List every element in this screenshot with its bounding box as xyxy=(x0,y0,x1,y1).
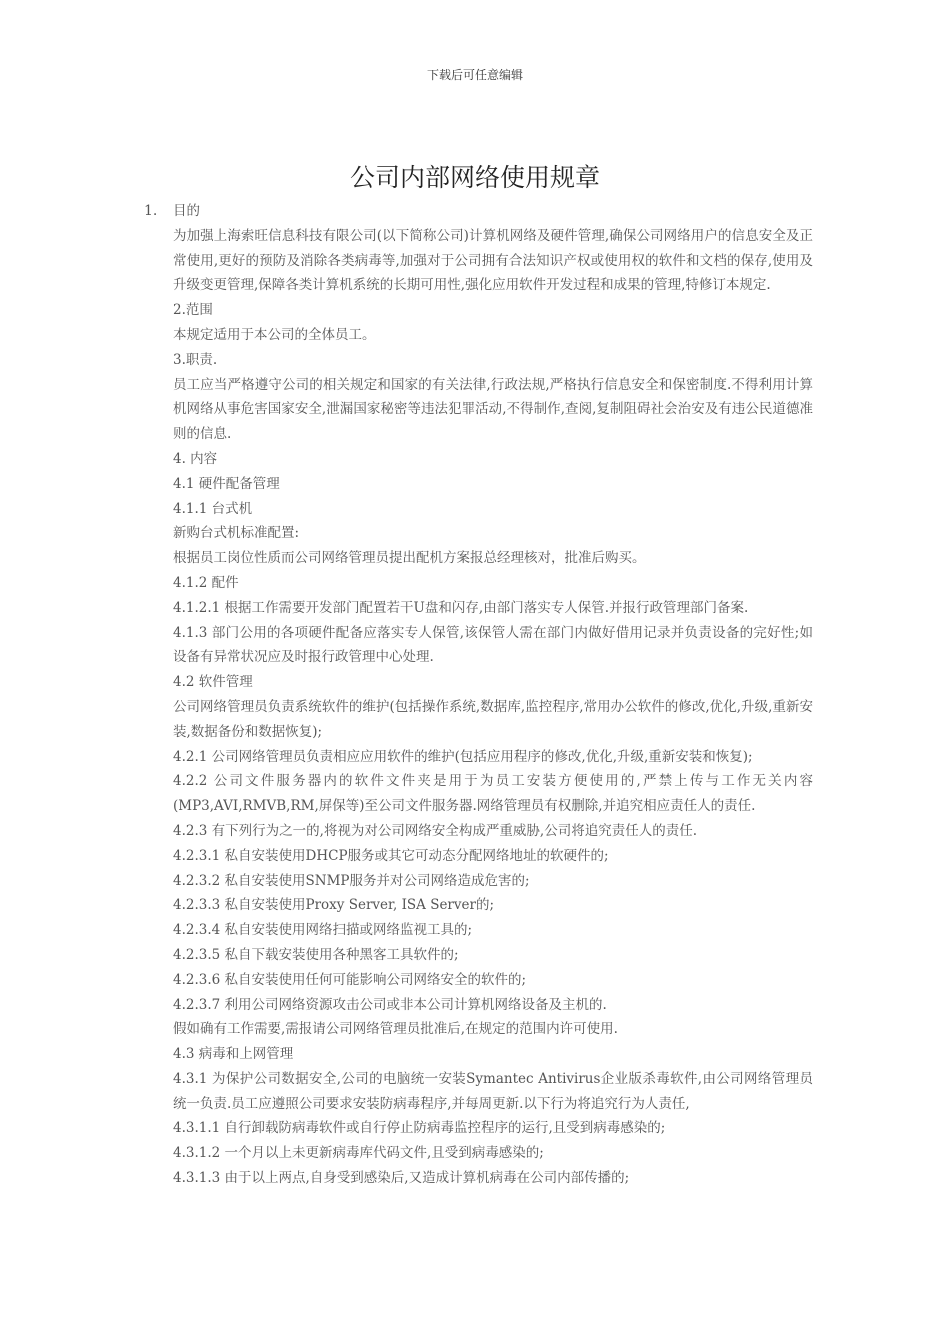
paragraph-usb-storage: 4.1.2.1 根据工作需要开发部门配置若干U盘和闪存,由部门落实专人保管.并报行政管理部门备案. xyxy=(173,599,749,616)
section-number: 1. xyxy=(144,203,158,219)
paragraph-antivirus: 4.3.1 为保护公司数据安全,公司的电脑统一安装Symantec Antivirus企业版杀毒软件,由公司网络管理员统一负责.员工应遵照公司要求安装防病毒程序,并每周更新.以下行为将追究行为人责任, xyxy=(173,1070,813,1112)
paragraph-scan-tools: 4.2.3.4 私自安装使用网络扫描或网络监视工具的; xyxy=(173,922,473,939)
document-body xyxy=(173,199,813,1191)
paragraph-threat-behaviors: 4.2.3 有下列行为之一的,将视为对公司网络安全构成严重威胁,公司将追究责任人的责任. xyxy=(173,822,698,839)
paragraph-software-heading: 4.2 软件管理 xyxy=(173,674,253,691)
paragraph-risky-software: 4.2.3.6 私自安装使用任何可能影响公司网络安全的软件的; xyxy=(173,971,527,988)
paragraph-desktop-heading: 4.1.1 台式机 xyxy=(173,500,253,517)
paragraph-system-software: 公司网络管理员负责系统软件的维护(包括操作系统,数据库,监控程序,常用办公软件的修改,优化,升级,重新安装,数据备份和数据恢复); xyxy=(173,698,813,740)
paragraph-outdated-defs: 4.3.1.2 一个月以上未更新病毒库代码文件,且受到病毒感染的; xyxy=(173,1145,544,1162)
paragraph-desktop-purchase: 根据员工岗位性质而公司网络管理员提出配机方案报总经理核对，批准后购买。 xyxy=(173,550,646,567)
paragraph-snmp: 4.2.3.2 私自安装使用SNMP服务并对公司网络造成危害的; xyxy=(173,872,530,889)
paragraph-hacker-tools: 4.2.3.5 私自下载安装使用各种黑客工具软件的; xyxy=(173,946,459,963)
paragraph-duty-text: 员工应当严格遵守公司的相关规定和国家的有关法律,行政法规,严格执行信息安全和保密制度.不得利用计算机网络从事危害国家安全,泄漏国家秘密等违法犯罪活动,不得制作,查阅,复制阻碍社会治安及有违公民道德准则的信息. xyxy=(173,376,813,443)
paragraph-scope-text: 本规定适用于本公司的全体员工。 xyxy=(173,326,376,343)
paragraph-hardware-heading: 4.1 硬件配备管理 xyxy=(173,475,280,492)
paragraph-proxy: 4.2.3.3 私自安装使用Proxy Server, ISA Server的; xyxy=(173,897,495,914)
paragraph-dhcp: 4.2.3.1 私自安装使用DHCP服务或其它可动态分配网络地址的软硬件的; xyxy=(173,847,609,864)
paragraph-attack: 4.2.3.7 利用公司网络资源攻击公司或非本公司计算机网络设备及主机的. xyxy=(173,996,607,1013)
paragraph-approval: 假如确有工作需要,需报请公司网络管理员批准后,在规定的范围内许可使用. xyxy=(173,1021,618,1038)
document-title: 公司内部网络使用规章 xyxy=(349,163,600,192)
paragraph-duty-heading: 3.职责. xyxy=(173,351,218,368)
paragraph-scope-heading: 2.范围 xyxy=(173,302,213,319)
paragraph-content-heading: 4. 内容 xyxy=(173,450,218,467)
paragraph-virus-heading: 4.3 病毒和上网管理 xyxy=(173,1046,294,1063)
paragraph-desktop-config: 新购台式机标准配置: xyxy=(173,525,300,542)
paragraph-app-software: 4.2.1 公司网络管理员负责相应应用软件的维护(包括应用程序的修改,优化,升级,重新安装和恢复); xyxy=(173,748,753,765)
paragraph-purpose-heading: 目的 xyxy=(173,203,200,219)
paragraph-virus-spread: 4.3.1.3 由于以上两点,自身受到感染后,又造成计算机病毒在公司内部传播的; xyxy=(173,1170,630,1187)
header-note: 下载后可任意编辑 xyxy=(426,68,523,82)
paragraph-accessories-heading: 4.1.2 配件 xyxy=(173,574,239,591)
paragraph-purpose-text: 为加强上海索旺信息科技有限公司(以下简称公司)计算机网络及硬件管理,确保公司网络用户的信息安全及正常使用,更好的预防及消除各类病毒等,加强对于公司拥有合法知识产权或使用权的软件和文档的保存,使用及升级变更管理,保障各类计算机系统的长期可用性,强化应用软件开发过程和成果的管理,特修订本规定. xyxy=(173,227,813,294)
paragraph-uninstall-av: 4.3.1.1 自行卸载防病毒软件或自行停止防病毒监控程序的运行,且受到病毒感染的; xyxy=(173,1120,666,1137)
paragraph-file-server: 4.2.2 公司文件服务器内的软件文件夹是用于为员工安装方便使用的,严禁上传与工作无关内容(MP3,AVI,RMVB,RM,屏保等)至公司文件服务器.网络管理员有权删除,并追究相应责任人的责任. xyxy=(173,773,813,815)
paragraph-shared-hardware: 4.1.3 部门公用的各项硬件配备应落实专人保管,该保管人需在部门内做好借用记录并负责设备的完好性;如设备有异常状况应及时报行政管理中心处理. xyxy=(173,624,813,666)
